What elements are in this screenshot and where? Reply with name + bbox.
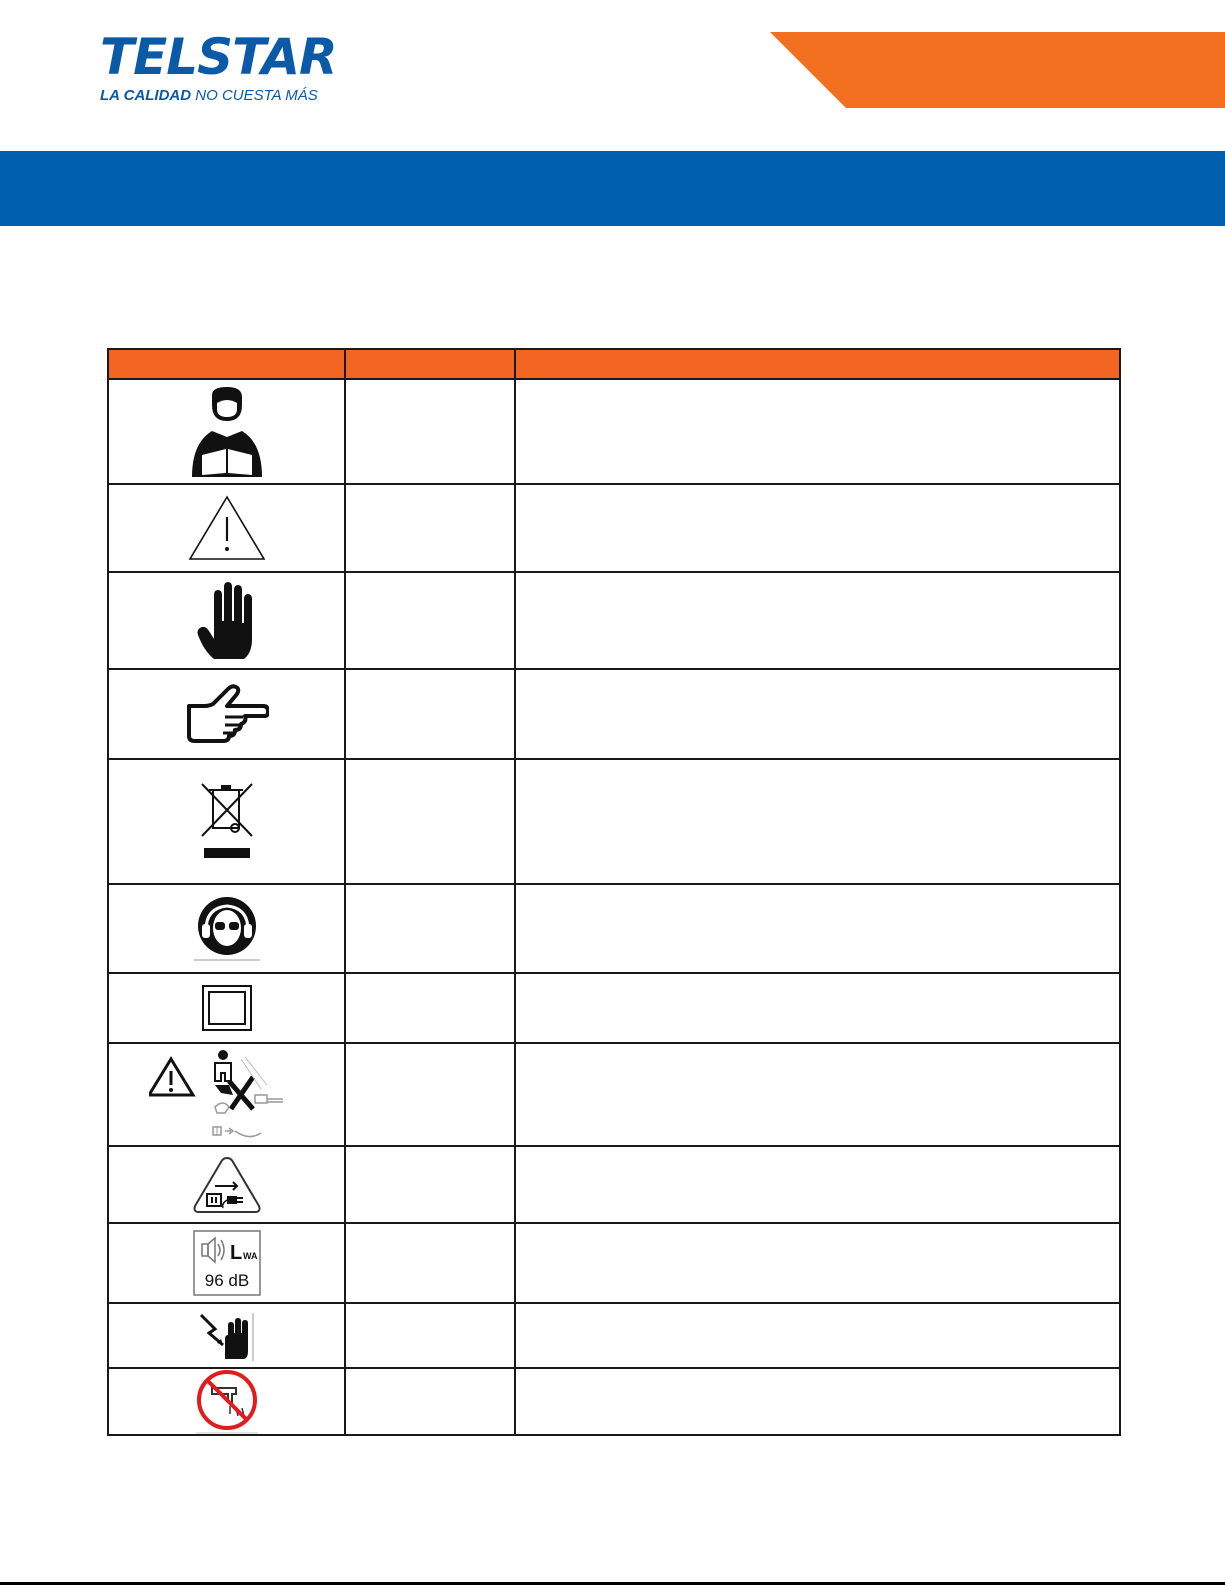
- symbol-description: [515, 572, 1120, 669]
- symbol-description: [515, 484, 1120, 572]
- symbol-cell: [108, 669, 345, 759]
- lwa-label: L: [229, 1242, 242, 1264]
- symbol-description: [515, 1303, 1120, 1368]
- warning-triangle-icon: [188, 495, 266, 561]
- orange-header-flag: [770, 32, 1225, 108]
- lwa-subscript: WA: [242, 1251, 257, 1261]
- keep-bystanders-away-icon: [149, 1049, 305, 1141]
- symbol-cell: [108, 973, 345, 1043]
- read-manual-icon: [190, 387, 264, 477]
- symbol-cell: [108, 379, 345, 484]
- symbol-cell: [108, 572, 345, 669]
- blue-header-band: [0, 151, 1225, 226]
- symbol-cell: [108, 1368, 345, 1435]
- symbol-name: [345, 973, 515, 1043]
- symbols-table: [107, 348, 1121, 1436]
- symbol-description: [515, 379, 1120, 484]
- symbol-description: [515, 1043, 1120, 1146]
- tagline-bold: LA CALIDAD: [100, 87, 192, 104]
- ear-eye-protection-icon: [192, 896, 262, 962]
- telstar-logo: [100, 30, 340, 120]
- header-symbol: [108, 349, 345, 379]
- no-rain-exposure-icon: [192, 1370, 262, 1434]
- table-row: [108, 669, 1120, 759]
- symbol-cell: [108, 884, 345, 973]
- double-insulation-icon: [201, 984, 253, 1032]
- symbol-name: [345, 1043, 515, 1146]
- symbol-cell: [108, 759, 345, 884]
- symbol-description: [515, 1368, 1120, 1435]
- symbol-name: [345, 884, 515, 973]
- brand-tagline: [100, 86, 340, 106]
- symbol-name: [345, 379, 515, 484]
- symbol-description: [515, 884, 1120, 973]
- symbol-name: [345, 572, 515, 669]
- symbol-description: [515, 759, 1120, 884]
- symbol-name: [345, 1368, 515, 1435]
- table-row: [108, 1146, 1120, 1223]
- symbol-description: [515, 669, 1120, 759]
- symbol-description: [515, 1146, 1120, 1223]
- unplug-before-maintenance-icon: [193, 1156, 261, 1214]
- stop-hand-icon: [194, 581, 260, 661]
- table-row: [108, 1368, 1120, 1435]
- symbol-name: [345, 1303, 515, 1368]
- electric-shock-hazard-icon: [199, 1311, 255, 1361]
- pointing-hand-icon: [185, 684, 269, 744]
- symbol-name: [345, 1146, 515, 1223]
- brand-name: TELSTAR: [100, 28, 337, 86]
- symbol-name: [345, 484, 515, 572]
- table-row: [108, 1223, 1120, 1303]
- table-header-row: [108, 349, 1120, 379]
- symbol-cell: [108, 1303, 345, 1368]
- table-row: [108, 379, 1120, 484]
- header-description: [515, 349, 1120, 379]
- symbol-name: [345, 1223, 515, 1303]
- table-row: [108, 484, 1120, 572]
- symbol-description: [515, 973, 1120, 1043]
- header-name: [345, 349, 515, 379]
- table-row: [108, 572, 1120, 669]
- table-row: [108, 884, 1120, 973]
- symbol-cell: [108, 1043, 345, 1146]
- db-value: 96 dB: [204, 1271, 249, 1290]
- table-row: [108, 973, 1120, 1043]
- symbol-cell: [108, 484, 345, 572]
- crossed-bin-weee-icon: [199, 782, 255, 862]
- table-row: [108, 759, 1120, 884]
- tagline-rest: NO CUESTA MÁS: [191, 87, 318, 104]
- sound-power-level-icon: [193, 1230, 261, 1296]
- symbol-name: [345, 759, 515, 884]
- table-row: [108, 1303, 1120, 1368]
- symbol-cell: [108, 1223, 345, 1303]
- symbol-cell: [108, 1146, 345, 1223]
- symbol-description: [515, 1223, 1120, 1303]
- table-row: [108, 1043, 1120, 1146]
- symbol-name: [345, 669, 515, 759]
